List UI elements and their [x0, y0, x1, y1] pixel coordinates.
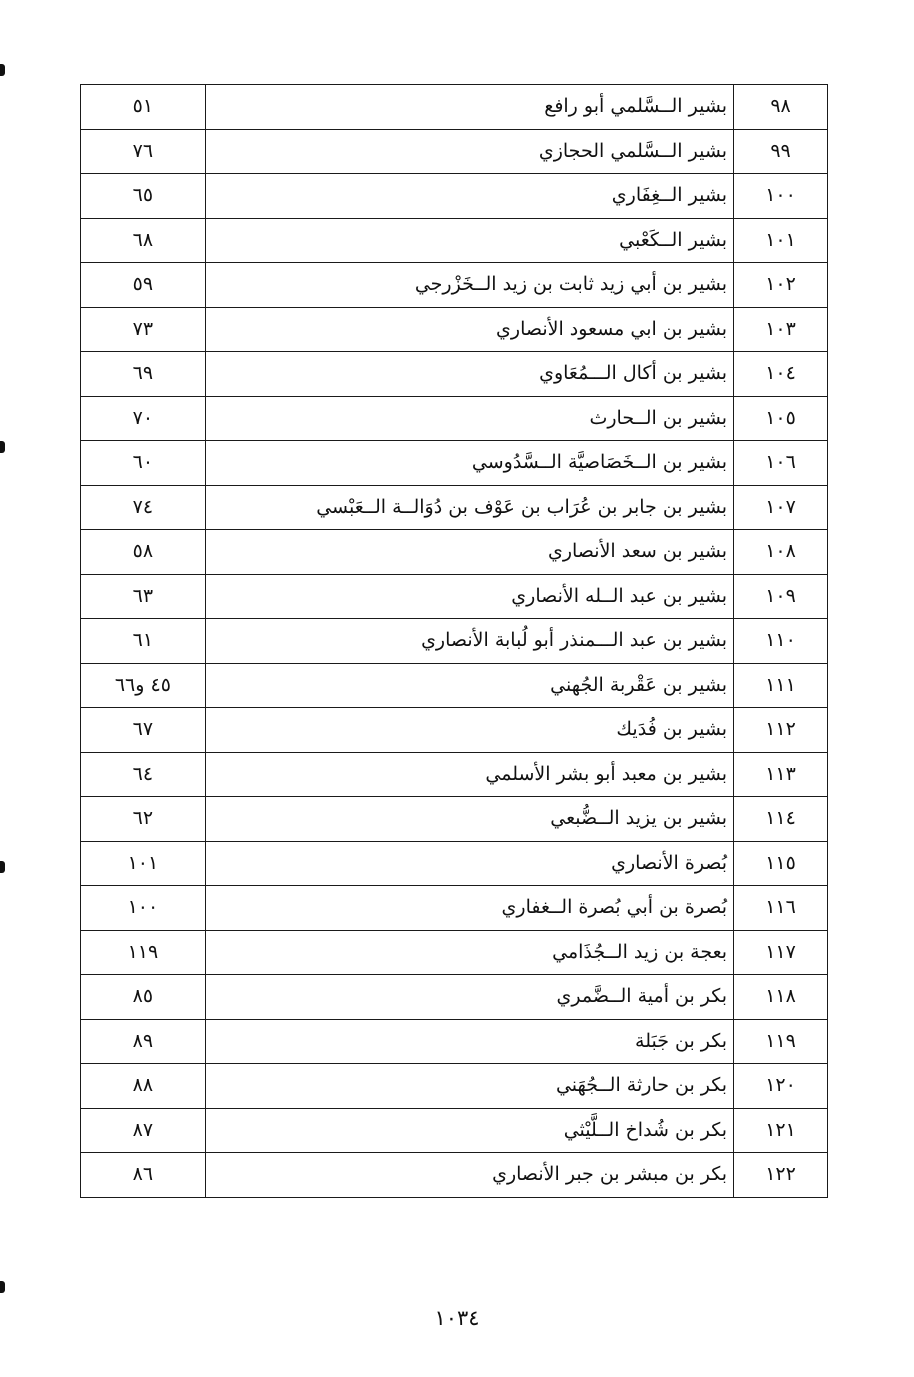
table-row: [81, 752, 828, 797]
entry-name: بشير بن عبد الـــمنذر أبو لُبابة الأنصاري: [205, 619, 733, 664]
entry-number: ١١٤: [734, 797, 828, 842]
table-row: [81, 441, 828, 486]
table-row: [81, 396, 828, 441]
entry-name: بشير بن معبد أبو بشر الأسلمي: [205, 752, 733, 797]
entry-page-reference: ٦٥: [81, 174, 206, 219]
index-table-body: [81, 85, 828, 1198]
table-row: [81, 307, 828, 352]
entry-number: ١٢١: [734, 1108, 828, 1153]
entry-number: ١٢٢: [734, 1153, 828, 1198]
entry-name: بكر بن شُداخ الــلَّيْثي: [205, 1108, 733, 1153]
table-row: [81, 708, 828, 753]
entry-number: ١٠٨: [734, 530, 828, 575]
entry-name: بشير بن الــخَصَاصيَّة الــسَّدُوسي: [205, 441, 733, 486]
entry-number: ١١٠: [734, 619, 828, 664]
table-row: [81, 663, 828, 708]
entry-name: بشير بن يزيد الــضُّبعي: [205, 797, 733, 842]
entry-number: ١٠٢: [734, 263, 828, 308]
table-row: [81, 352, 828, 397]
entry-number: ١١٦: [734, 886, 828, 931]
entry-page-reference: ٥٩: [81, 263, 206, 308]
entry-number: ١٢٠: [734, 1064, 828, 1109]
table-row: [81, 1019, 828, 1064]
entry-name: بشير بن عَقْربة الجُهني: [205, 663, 733, 708]
names-index-table: [80, 84, 828, 1198]
entry-page-reference: ١٠١: [81, 841, 206, 886]
entry-number: ١١٥: [734, 841, 828, 886]
entry-page-reference: ٧٤: [81, 485, 206, 530]
entry-page-reference: ٨٥: [81, 975, 206, 1020]
entry-name: بشير بن سعد الأنصاري: [205, 530, 733, 575]
entry-page-reference: ٨٨: [81, 1064, 206, 1109]
table-row: [81, 975, 828, 1020]
table-row: [81, 1108, 828, 1153]
entry-number: ١٠٩: [734, 574, 828, 619]
entry-page-reference: ٥١: [81, 85, 206, 130]
table-row: [81, 530, 828, 575]
scan-edge-mark: [0, 441, 5, 453]
table-row: [81, 1064, 828, 1109]
table-row: [81, 619, 828, 664]
entry-number: ١١٢: [734, 708, 828, 753]
entry-name: بكر بن جَبَلة: [205, 1019, 733, 1064]
entry-number: ١٠٣: [734, 307, 828, 352]
entry-name: بشير بن أبي زيد ثابت بن زيد الــخَزْرجي: [205, 263, 733, 308]
entry-page-reference: ٦٣: [81, 574, 206, 619]
entry-page-reference: ٥٨: [81, 530, 206, 575]
entry-page-reference: ١١٩: [81, 930, 206, 975]
entry-page-reference: ١٠٠: [81, 886, 206, 931]
table-row: [81, 930, 828, 975]
entry-page-reference: ٧٣: [81, 307, 206, 352]
entry-number: ١١٨: [734, 975, 828, 1020]
entry-page-reference: ٦٠: [81, 441, 206, 486]
entry-page-reference: ٤٥ و٦٦: [81, 663, 206, 708]
entry-name: بشير الــغِفَاري: [205, 174, 733, 219]
entry-number: ١١٧: [734, 930, 828, 975]
entry-name: بشير الــكَعْبي: [205, 218, 733, 263]
entry-name: بشير بن فُدَيك: [205, 708, 733, 753]
entry-page-reference: ٧٠: [81, 396, 206, 441]
entry-page-reference: ٦٤: [81, 752, 206, 797]
table-row: [81, 85, 828, 130]
table-row: [81, 1153, 828, 1198]
entry-name: بُصرة الأنصاري: [205, 841, 733, 886]
entry-number: ١١٩: [734, 1019, 828, 1064]
entry-name: بعجة بن زيد الــجُذَامي: [205, 930, 733, 975]
entry-page-reference: ٨٦: [81, 1153, 206, 1198]
entry-number: ١٠٦: [734, 441, 828, 486]
entry-name: بكر بن أمية الــضَّمري: [205, 975, 733, 1020]
entry-page-reference: ٦٧: [81, 708, 206, 753]
entry-name: بشير بن عبد الــله الأنصاري: [205, 574, 733, 619]
entry-number: ١١١: [734, 663, 828, 708]
entry-number: ١٠٥: [734, 396, 828, 441]
entry-name: بكر بن حارثة الــجُهَني: [205, 1064, 733, 1109]
table-row: [81, 574, 828, 619]
entry-name: بشير الــسَّلمي أبو رافع: [205, 85, 733, 130]
entry-page-reference: ٦٨: [81, 218, 206, 263]
table-row: [81, 174, 828, 219]
entry-number: ٩٩: [734, 129, 828, 174]
entry-page-reference: ٧٦: [81, 129, 206, 174]
entry-name: بكر بن مبشر بن جبر الأنصاري: [205, 1153, 733, 1198]
scan-edge-mark: [0, 861, 5, 873]
scan-edge-mark: [0, 64, 5, 76]
page-number: ١٠٣٤: [434, 1306, 480, 1330]
entry-name: بشير بن أكال الـــمُعَاوي: [205, 352, 733, 397]
entry-number: ١٠١: [734, 218, 828, 263]
entry-number: ١١٣: [734, 752, 828, 797]
table-row: [81, 263, 828, 308]
entry-name: بشير بن ابي مسعود الأنصاري: [205, 307, 733, 352]
entry-name: بشير بن الــحارث: [205, 396, 733, 441]
entry-number: ١٠٧: [734, 485, 828, 530]
entry-page-reference: ٦٩: [81, 352, 206, 397]
scan-edge-mark: [0, 1281, 5, 1293]
table-row: [81, 129, 828, 174]
table-row: [81, 218, 828, 263]
entry-number: ١٠٤: [734, 352, 828, 397]
table-row: [81, 841, 828, 886]
entry-name: بُصرة بن أبي بُصرة الــغفاري: [205, 886, 733, 931]
entry-page-reference: ٦١: [81, 619, 206, 664]
table-row: [81, 797, 828, 842]
entry-page-reference: ٨٧: [81, 1108, 206, 1153]
entry-page-reference: ٦٢: [81, 797, 206, 842]
table-row: [81, 886, 828, 931]
entry-number: ١٠٠: [734, 174, 828, 219]
entry-page-reference: ٨٩: [81, 1019, 206, 1064]
entry-number: ٩٨: [734, 85, 828, 130]
entry-name: بشير الــسَّلمي الحجازي: [205, 129, 733, 174]
entry-name: بشير بن جابر بن عُرَاب بن عَوْف بن دُوَالــة الــعَبْسي: [205, 485, 733, 530]
table-row: [81, 485, 828, 530]
